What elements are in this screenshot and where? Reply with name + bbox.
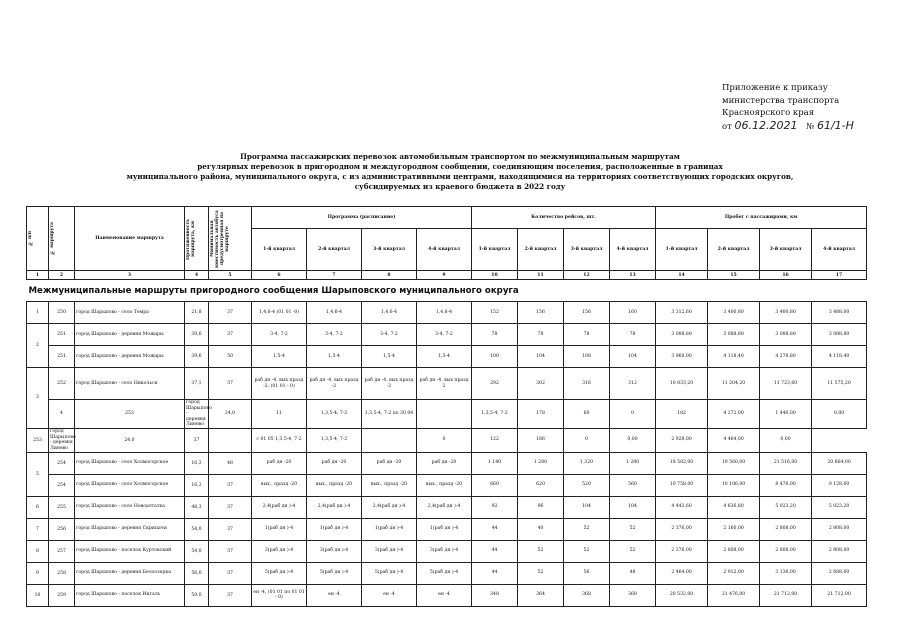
trips-cell: 156 xyxy=(564,302,610,324)
table-row xyxy=(27,540,867,562)
route-length-cell: 48,3 xyxy=(185,496,209,518)
title-line: муниципального района, муниципального округа, с из административными центрами, находящимися на территориях соответствующих городских округов, xyxy=(126,172,794,181)
mileage-cell: 2 688,00 xyxy=(812,562,867,584)
trips-cell: 660 xyxy=(472,474,518,496)
table-row xyxy=(27,474,867,496)
schedule-cell: 3(раб дн )-4 xyxy=(417,540,472,562)
route-number-cell: 253 xyxy=(75,400,185,429)
routes-table xyxy=(26,206,867,607)
schedule-cell: 3-4, 7-2 xyxy=(307,324,362,346)
schedule-cell: 3-4, 7-2 xyxy=(417,324,472,346)
section-title: Межмуниципальные маршруты пригородного сообщения Шарыповского муниципального округа xyxy=(27,280,867,302)
header-program: Программа (расписание) xyxy=(252,207,472,229)
trips-cell: 92 xyxy=(472,496,518,518)
schedule-cell: 2,4(раб дн )-4 xyxy=(252,496,307,518)
col-number: 10 xyxy=(472,271,518,280)
schedule-cell: вых., празд -20 xyxy=(362,474,417,496)
number-prefix: № xyxy=(806,121,815,132)
schedule-cell: 1,3,5-4, 7-2 xyxy=(472,400,518,429)
schedule-cell: 1(раб дн )-4 xyxy=(417,518,472,540)
trips-cell: 302 xyxy=(518,368,564,400)
trips-cell: 520 xyxy=(564,474,610,496)
trips-cell: 1 140 xyxy=(472,452,518,474)
mileage-cell: 2 376,00 xyxy=(656,518,708,540)
column-number-row xyxy=(27,271,867,280)
trips-cell: 348 xyxy=(472,584,518,606)
trips-cell: 44 xyxy=(472,518,518,540)
trips-cell: 104 xyxy=(518,346,564,368)
bus-capacity-cell: 37 xyxy=(185,428,209,452)
mileage-cell: 3 088,80 xyxy=(708,324,760,346)
trips-cell: 178 xyxy=(518,400,564,429)
mileage-cell: 0,00 xyxy=(760,428,812,452)
col-number: 11 xyxy=(518,271,564,280)
row-number-cell: 3 xyxy=(27,368,49,429)
route-length-cell: 39,6 xyxy=(185,346,209,368)
trips-cell: 160 xyxy=(610,302,656,324)
bus-capacity-cell: 37 xyxy=(209,474,252,496)
schedule-cell xyxy=(209,428,252,452)
mileage-cell: 4 443,60 xyxy=(656,496,708,518)
trips-cell: 104 xyxy=(610,496,656,518)
approval-line: Красноярского края xyxy=(722,108,815,118)
col-number: 14 xyxy=(656,271,708,280)
bus-capacity-cell: 50 xyxy=(209,346,252,368)
table-header xyxy=(27,207,867,280)
mileage-cell: 8 476,00 xyxy=(760,474,812,496)
table-row xyxy=(27,302,867,324)
schedule-cell xyxy=(362,428,417,452)
row-number-cell: 9 xyxy=(27,562,49,584)
trips-cell: 1 200 xyxy=(518,452,564,474)
mileage-cell: 4 118,40 xyxy=(812,346,867,368)
schedule-cell: вых., празд -20 xyxy=(307,474,362,496)
schedule-cell: 1,5-4 xyxy=(362,346,417,368)
mileage-cell: 11 723,60 xyxy=(760,368,812,400)
col-number: 2 xyxy=(49,271,75,280)
route-length-cell: 54,0 xyxy=(185,540,209,562)
mileage-cell: 1 440,00 xyxy=(760,400,812,429)
table-row xyxy=(27,324,867,346)
trips-cell: 312 xyxy=(610,368,656,400)
bus-capacity-cell: 11 xyxy=(252,400,307,429)
row-number-cell: 1 xyxy=(27,302,49,324)
trips-cell: 52 xyxy=(564,540,610,562)
order-number: 61/1-Н xyxy=(816,118,854,132)
schedule-cell: 3-4, 7-2 xyxy=(252,324,307,346)
trips-cell: 48 xyxy=(610,562,656,584)
mileage-cell: 0,00 xyxy=(610,428,656,452)
trips-cell: 122 xyxy=(472,428,518,452)
header-length: Протяженность маршрута, км xyxy=(185,207,209,271)
schedule-cell: 5(раб дн )-4 xyxy=(252,562,307,584)
mileage-cell: 4 272,00 xyxy=(708,400,760,429)
bus-capacity-cell: 37 xyxy=(209,302,252,324)
schedule-cell: с 01 05 1,3,5-4, 7-2 xyxy=(252,428,307,452)
trips-cell: 78 xyxy=(564,324,610,346)
schedule-cell: 5(раб дн )-4 xyxy=(362,562,417,584)
trips-cell: 78 xyxy=(472,324,518,346)
route-length-cell: 21,8 xyxy=(185,302,209,324)
col-number: 15 xyxy=(708,271,760,280)
row-number-cell: 2 xyxy=(27,324,49,368)
table-row xyxy=(27,496,867,518)
route-number-cell: 252 xyxy=(49,368,75,400)
route-number-cell: 257 xyxy=(49,540,75,562)
header-trips: Количество рейсов, шт. xyxy=(472,207,656,229)
document-title xyxy=(60,152,860,192)
mileage-cell: 3 960,00 xyxy=(656,346,708,368)
col-number: 3 xyxy=(75,271,185,280)
schedule-cell: 2,4(раб дн )-4 xyxy=(362,496,417,518)
route-length-cell: 37,1 xyxy=(185,368,209,400)
schedule-cell xyxy=(417,400,472,429)
table-row xyxy=(27,452,867,474)
table-row xyxy=(27,428,867,452)
trips-cell: 52 xyxy=(518,562,564,584)
schedule-cell: 1(раб дн )-4 xyxy=(362,518,417,540)
trips-cell: 108 xyxy=(564,346,610,368)
mileage-cell: 2 808,00 xyxy=(812,518,867,540)
header-quarter: 3-й квартал xyxy=(564,229,610,271)
bus-capacity-cell: 37 xyxy=(209,368,252,400)
header-quarter: 1-й квартал xyxy=(252,229,307,271)
trips-cell: 100 xyxy=(472,346,518,368)
route-number-cell: 259 xyxy=(49,584,75,606)
schedule-cell: 1,5-4 xyxy=(417,346,472,368)
row-number-cell: 5 xyxy=(27,452,49,496)
schedule-cell: раб дн -4, вых празд -2, (01 01 - 0) xyxy=(252,368,307,400)
header-quarter: 2-й квартал xyxy=(307,229,362,271)
schedule-cell: 1,4,6-4 xyxy=(307,302,362,324)
col-number: 17 xyxy=(812,271,867,280)
header-quarter: 3-й квартал xyxy=(760,229,812,271)
route-name-cell: город Шарыпово - поселок Ингаль xyxy=(75,584,185,606)
header-quarter: 4-й квартал xyxy=(417,229,472,271)
schedule-cell: 3(раб дн )-4 xyxy=(252,540,307,562)
schedule-cell: раб дн -4, вых празд 2 xyxy=(417,368,472,400)
trips-cell: 1 280 xyxy=(610,452,656,474)
header-quarter: 4-й квартал xyxy=(610,229,656,271)
schedule-cell: 1,5-4 xyxy=(252,346,307,368)
mileage-cell: 21 516,00 xyxy=(760,452,812,474)
trips-cell: 40 xyxy=(518,518,564,540)
header-capacity: Минимальная вместимость автобуса предусмотренная на маршруте xyxy=(209,207,252,271)
schedule-cell: ен -4 xyxy=(362,584,417,606)
mileage-cell: 2 376,00 xyxy=(656,540,708,562)
header-num: № п/п xyxy=(27,207,49,271)
mileage-cell: 4 118,40 xyxy=(708,346,760,368)
trips-cell: 52 xyxy=(610,518,656,540)
trips-cell: 316 xyxy=(564,368,610,400)
mileage-cell: 21 712,00 xyxy=(812,584,867,606)
schedule-cell: раб дн -20 xyxy=(307,452,362,474)
mileage-cell: 2 808,00 xyxy=(812,540,867,562)
trips-cell: 182 xyxy=(656,400,708,429)
trips-cell: 156 xyxy=(518,302,564,324)
trips-cell: 292 xyxy=(472,368,518,400)
route-length-cell: 24,0 xyxy=(75,428,185,452)
route-number-cell: 251 xyxy=(49,346,75,368)
schedule-cell: 1,4,6-4 (01 01 -0) xyxy=(252,302,307,324)
schedule-cell: 5(раб дн )-4 xyxy=(307,562,362,584)
trips-cell: 52 xyxy=(518,540,564,562)
mileage-cell: 3 400,80 xyxy=(708,302,760,324)
mileage-cell: 3 400,80 xyxy=(760,302,812,324)
mileage-cell: 2 160,00 xyxy=(708,518,760,540)
header-mileage: Пробег с пассажирами, км xyxy=(656,207,867,229)
trips-cell: 78 xyxy=(518,324,564,346)
route-name-cell: город Шарыпово - село Новоалтатка xyxy=(75,496,185,518)
schedule-cell: ен -4, (01 01 по 01 01 - 0) xyxy=(252,584,307,606)
route-name-cell: город Шарыпово - деревня Скрипачи xyxy=(75,518,185,540)
title-line: регулярных перевозок в пригородном и междугородном сообщении, соединяющим поселения, расположенные в границах xyxy=(197,162,723,171)
route-name-cell: город Шарыпово - деревня Линево xyxy=(186,400,212,427)
schedule-cell: раб дн -20 xyxy=(252,452,307,474)
title-line: Программа пассажирских перевозок автомобильным транспортом по межмуниципальным маршрутам xyxy=(240,152,680,161)
col-number: 1 xyxy=(27,271,49,280)
trips-cell: 560 xyxy=(610,474,656,496)
table-row xyxy=(27,562,867,584)
schedule-cell: 3(раб дн )-4 xyxy=(307,540,362,562)
route-name-cell: город Шарыпово - деревня Можары xyxy=(75,324,185,346)
section-row xyxy=(27,280,867,302)
mileage-cell: 2 912,00 xyxy=(708,562,760,584)
approval-line: Приложение к приказу xyxy=(722,83,828,93)
schedule-cell: ен -4 xyxy=(307,584,362,606)
header-quarter: 2-й квартал xyxy=(708,229,760,271)
route-name-cell: город Шарыпово - поселок Куртовский xyxy=(75,540,185,562)
trips-cell: 52 xyxy=(610,540,656,562)
trips-cell: 104 xyxy=(610,346,656,368)
row-number-cell: 10 xyxy=(27,584,49,606)
route-number-cell: 251 xyxy=(49,324,75,346)
route-name-cell: город Шарыпово - село Темра xyxy=(75,302,185,324)
trips-cell: 96 xyxy=(518,496,564,518)
schedule-cell: раб дн -4, вых празд -2 xyxy=(307,368,362,400)
route-name-cell: город Шарыпово - село Никольск xyxy=(75,368,185,400)
route-number-cell: 253 xyxy=(27,428,49,452)
bus-capacity-cell: 37 xyxy=(209,540,252,562)
mileage-cell: 0,00 xyxy=(812,400,867,429)
bus-capacity-cell: 37 xyxy=(209,584,252,606)
schedule-cell: 3-4, 7-2 xyxy=(362,324,417,346)
route-length-cell: 16,3 xyxy=(185,452,209,474)
route-number-cell: 254 xyxy=(49,452,75,474)
table-row xyxy=(27,400,867,429)
table-row xyxy=(27,346,867,368)
route-name-cell: город Шарыпово - деревня Можары xyxy=(75,346,185,368)
schedule-cell: 1,4,6-4 xyxy=(362,302,417,324)
mileage-cell: 3 488,00 xyxy=(812,302,867,324)
col-number: 9 xyxy=(417,271,472,280)
mileage-cell: 2 928,00 xyxy=(656,428,708,452)
route-length-cell: 16,3 xyxy=(185,474,209,496)
schedule-cell: 1,3,5-4, 7-2 по 30 04 xyxy=(362,400,417,429)
header-quarter: 1-й квартал xyxy=(656,229,708,271)
schedule-cell: вых., празд -20 xyxy=(252,474,307,496)
header-quarter: 2-й квартал xyxy=(518,229,564,271)
mileage-cell: 2 808,00 xyxy=(708,540,760,562)
approval-date-line xyxy=(722,120,854,134)
bus-capacity-cell: 37 xyxy=(209,562,252,584)
mileage-cell: 4 636,80 xyxy=(708,496,760,518)
table-row xyxy=(27,368,867,400)
schedule-cell: 3(раб дн )-4 xyxy=(362,540,417,562)
schedule-cell: 2,4(раб дн )-4 xyxy=(307,496,362,518)
schedule-cell: вых., празд -20 xyxy=(417,474,472,496)
mileage-cell: 3 088,80 xyxy=(760,324,812,346)
route-length-cell: 56,0 xyxy=(185,562,209,584)
route-name-cell: город Шарыпово - село Холмогорское xyxy=(75,474,185,496)
mileage-cell: 10 758,00 xyxy=(656,474,708,496)
mileage-cell: 3 312,60 xyxy=(656,302,708,324)
mileage-cell: 3 088,80 xyxy=(656,324,708,346)
header-route-no: № маршрута xyxy=(49,207,75,271)
mileage-cell: 5 023,20 xyxy=(760,496,812,518)
route-length-cell: 24,0 xyxy=(209,400,252,429)
header-route-name: Наименование маршрута xyxy=(75,207,185,271)
route-number-cell: 255 xyxy=(49,496,75,518)
mileage-cell: 20 532,00 xyxy=(656,584,708,606)
mileage-cell: 2 464,00 xyxy=(656,562,708,584)
trips-cell: 60 xyxy=(564,400,610,429)
route-length-cell: 59,0 xyxy=(185,584,209,606)
bus-capacity-cell: 37 xyxy=(209,324,252,346)
row-number-cell: 7 xyxy=(27,518,49,540)
route-name-cell: город Шарыпово - деревня Линево xyxy=(50,429,76,451)
mileage-cell: 11 575,20 xyxy=(812,368,867,400)
trips-cell: 364 xyxy=(518,584,564,606)
col-number: 16 xyxy=(760,271,812,280)
mileage-cell: 19 560,00 xyxy=(708,452,760,474)
header-quarter: 3-й квартал xyxy=(362,229,417,271)
route-name-cell: город Шарыпово - село Холмогорское xyxy=(75,452,185,474)
schedule-cell: раб дн -20 xyxy=(417,452,472,474)
table-row xyxy=(27,518,867,540)
schedule-cell: 1,5-4 xyxy=(307,346,362,368)
route-number-cell: 258 xyxy=(49,562,75,584)
mileage-cell: 2 808,00 xyxy=(760,518,812,540)
mileage-cell: 4 276,80 xyxy=(760,346,812,368)
mileage-cell: 21 712,00 xyxy=(760,584,812,606)
mileage-cell: 3 136,00 xyxy=(760,562,812,584)
trips-cell: 1 320 xyxy=(564,452,610,474)
col-number: 12 xyxy=(564,271,610,280)
mileage-cell: 20 864,00 xyxy=(812,452,867,474)
mileage-cell: 18 582,00 xyxy=(656,452,708,474)
approval-line: министерства транспорта xyxy=(722,95,840,106)
bus-capacity-cell: 37 xyxy=(209,496,252,518)
table-row xyxy=(27,584,867,606)
mileage-cell: 10 833,20 xyxy=(656,368,708,400)
route-number-cell: 254 xyxy=(49,474,75,496)
row-number-cell: 4 xyxy=(49,400,75,429)
schedule-cell: ен -4 xyxy=(417,584,472,606)
col-number: 13 xyxy=(610,271,656,280)
table-body xyxy=(27,280,867,607)
trips-cell: 368 xyxy=(610,584,656,606)
route-length-cell: 39,6 xyxy=(185,324,209,346)
bus-capacity-cell: 48 xyxy=(209,452,252,474)
title-line: субсидируемых из краевого бюджета в 2022 году xyxy=(354,182,566,191)
mileage-cell: 4 464,00 xyxy=(708,428,760,452)
col-number: 4 xyxy=(185,271,209,280)
trips-cell: 78 xyxy=(610,324,656,346)
schedule-cell: 1(раб дн )-4 xyxy=(307,518,362,540)
header-quarter: 4-й квартал xyxy=(812,229,867,271)
route-length-cell: 54,0 xyxy=(185,518,209,540)
route-number-cell: 256 xyxy=(49,518,75,540)
trips-cell: 0 xyxy=(417,428,472,452)
mileage-cell: 11 204,20 xyxy=(708,368,760,400)
schedule-cell: 2,4(раб дн )-4 xyxy=(417,496,472,518)
col-number: 6 xyxy=(252,271,307,280)
route-name-cell: город Шарыпово - деревня Белоозерка xyxy=(75,562,185,584)
mileage-cell: 9 128,00 xyxy=(812,474,867,496)
trips-cell: 56 xyxy=(564,562,610,584)
trips-cell: 0 xyxy=(564,428,610,452)
bus-capacity-cell: 37 xyxy=(209,518,252,540)
schedule-cell: 1,4,6-4 xyxy=(417,302,472,324)
trips-cell: 44 xyxy=(472,562,518,584)
schedule-cell: 1,3,5-4, 7-2 xyxy=(307,400,362,429)
header-quarter: 1-й квартал xyxy=(472,229,518,271)
schedule-cell: 1(раб дн )-4 xyxy=(252,518,307,540)
trips-cell: 620 xyxy=(518,474,564,496)
mileage-cell: 3 088,80 xyxy=(812,324,867,346)
trips-cell: 186 xyxy=(518,428,564,452)
col-number: 7 xyxy=(307,271,362,280)
trips-cell: 52 xyxy=(564,518,610,540)
route-number-cell: 250 xyxy=(49,302,75,324)
mileage-cell: 21 476,00 xyxy=(708,584,760,606)
trips-cell: 44 xyxy=(472,540,518,562)
date-prefix: от xyxy=(722,121,732,132)
trips-cell: 0 xyxy=(610,400,656,429)
schedule-cell: 1,3,5-4, 7-2 xyxy=(307,428,362,452)
approval-block xyxy=(722,82,854,133)
mileage-cell: 5 023,20 xyxy=(812,496,867,518)
col-number: 5 xyxy=(209,271,252,280)
trips-cell: 368 xyxy=(564,584,610,606)
schedule-cell: раб дн -20 xyxy=(362,452,417,474)
schedule-cell: 5(раб дн )-4 xyxy=(417,562,472,584)
col-number: 8 xyxy=(362,271,417,280)
order-date: 06.12.2021 xyxy=(734,118,798,132)
trips-cell: 152 xyxy=(472,302,518,324)
trips-cell: 104 xyxy=(564,496,610,518)
row-number-cell: 6 xyxy=(27,496,49,518)
mileage-cell: 2 808,00 xyxy=(760,540,812,562)
mileage-cell: 10 106,00 xyxy=(708,474,760,496)
row-number-cell: 8 xyxy=(27,540,49,562)
schedule-cell: раб дн -4, вых празд -2 xyxy=(362,368,417,400)
